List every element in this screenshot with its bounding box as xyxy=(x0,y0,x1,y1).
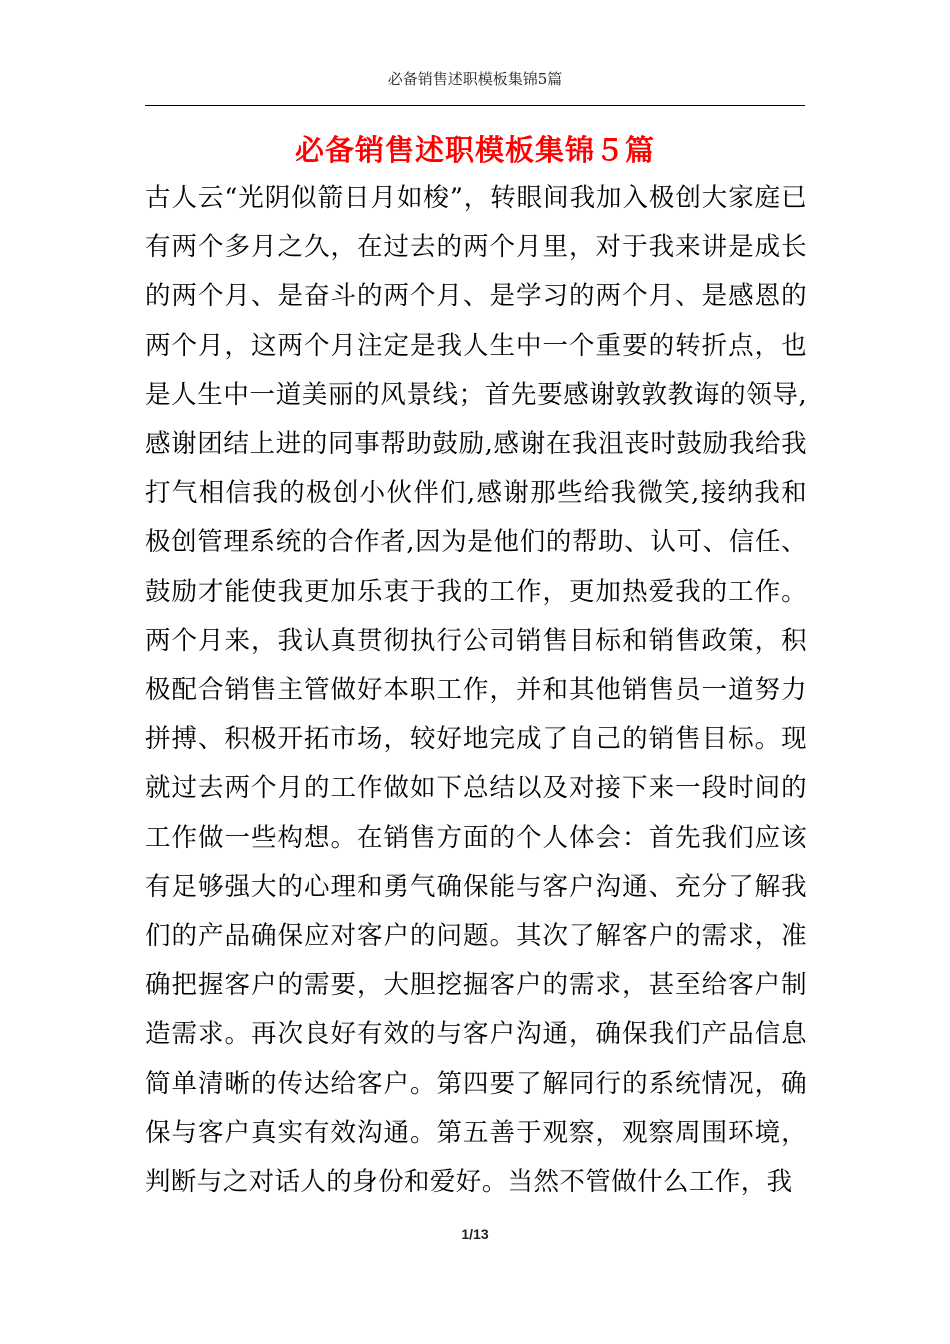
document-body xyxy=(145,174,807,1207)
running-header: 必备销售述职模板集锦5篇 xyxy=(387,70,563,88)
body-paragraph: 古人云“光阴似箭日月如梭”，转眼间我加入极创大家庭已有两个多月之久，在过去的两个月里，对于我来讲是成长的两个月、是奋斗的两个月、是学习的两个月、是感恩的两个月，这两个月注定是我人生中一个重要的转折点，也是人生中一道美丽的风景线；首先要感谢敦敦教诲的领导,感谢团结上进的同事帮助鼓励,感谢在我沮丧时鼓励我给我打气相信我的极创小伙伴们,感谢那些给我微笑,接纳我和极创管理系统的合作者,因为是他们的帮助、认可、信任、鼓励才能使我更加乐衷于我的工作，更加热爱我的工作。两个月来，我认真贯彻执行公司销售目标和销售政策，积极配合销售主管做好本职工作，并和其他销售员一道努力拼搏、积极开拓市场，较好地完成了自己的销售目标。现就过去两个月的工作做如下总结以及对接下来一段时间的工作做一些构想。在销售方面的个人体会：首先我们应该有足够强大的心理和勇气确保能与客户沟通、充分了解我们的产品确保应对客户的问题。其次了解客户的需求，准确把握客户的需要，大胆挖掘客户的需求，甚至给客户制造需求。再次良好有效的与客户沟通，确保我们产品信息简单清晰的传达给客户。第四要了解同行的系统情况，确保与客户真实有效沟通。第五善于观察，观察周围环境，判断与之对话人的身份和爱好。当然不管做什么工作，我 xyxy=(145,183,807,1198)
document-title: 必备销售述职模板集锦５篇 xyxy=(294,133,655,167)
page-number: 1/13 xyxy=(461,1226,489,1242)
header-divider xyxy=(145,105,805,106)
